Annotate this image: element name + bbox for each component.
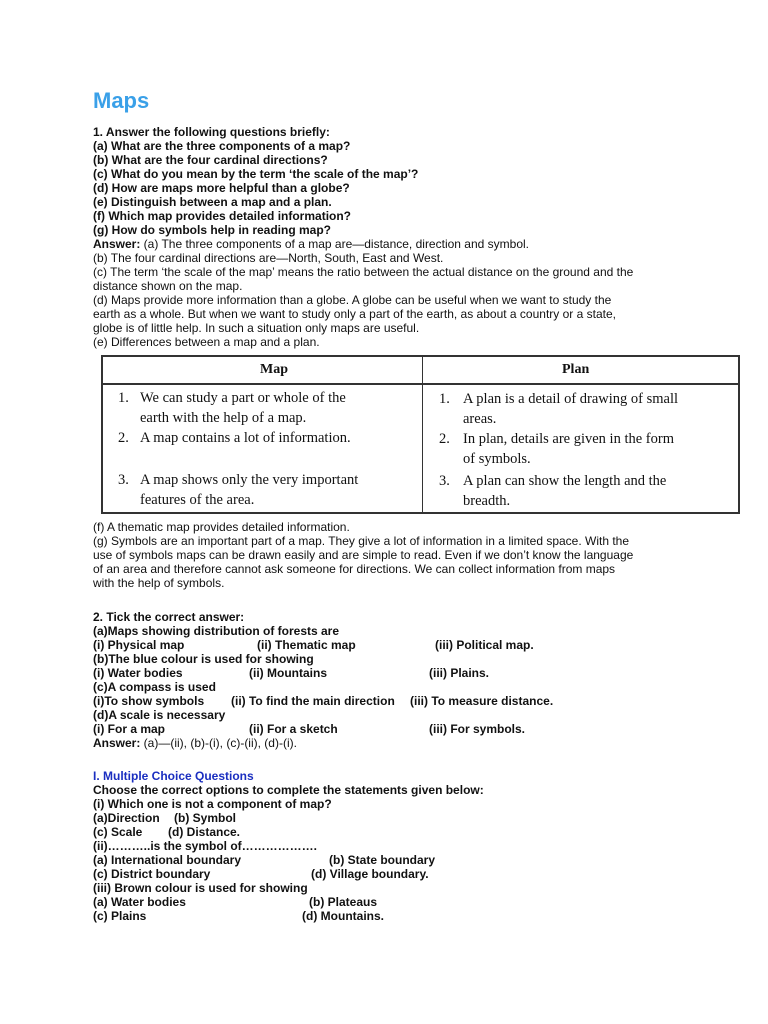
table-cell-map: [140, 428, 351, 448]
q2-option: (iii) To measure distance.: [410, 694, 554, 708]
mcq-option: (b) Symbol: [174, 811, 236, 825]
q1-question: (e) Distinguish between a map and a plan.: [93, 195, 332, 209]
q2-question: (a)Maps showing distribution of forests are: [93, 624, 340, 638]
mcq-question: (iii) Brown colour is used for showing: [93, 881, 308, 895]
answer-text: (d) Maps provide more information than a globe. A globe can be useful when we want to study the: [93, 293, 612, 307]
table-cell-line: A plan can show the length and the: [463, 473, 667, 489]
table-row-number: 1.: [439, 391, 450, 407]
table-header-map: Map: [260, 362, 288, 377]
mcq-option: (b) Plateaus: [309, 895, 378, 909]
answer-text: distance shown on the map.: [93, 279, 243, 293]
mcq-option: (b) State boundary: [329, 853, 436, 867]
table-cell-plan: [463, 471, 666, 511]
table-cell-plan: [463, 389, 678, 429]
q2-option: (iii) Plains.: [429, 666, 490, 680]
table-cell-line: areas.: [463, 411, 497, 427]
answer-text: (f) A thematic map provides detailed information.: [93, 520, 350, 534]
table-cell-line: We can study a part or whole of the: [140, 390, 346, 406]
q2-option: (i) Water bodies: [93, 666, 183, 680]
q1-question: (b) What are the four cardinal directions?: [93, 153, 328, 167]
table-row-number: 3.: [439, 473, 450, 489]
table-cell-line: A map shows only the very important: [140, 472, 359, 488]
map-plan-table: [101, 355, 740, 514]
mcq-option: (a) Water bodies: [93, 895, 186, 909]
answer-label: Answer:: [93, 736, 141, 750]
answer-text: (g) Symbols are an important part of a map. They give a lot of information in a limited space. With the: [93, 534, 630, 548]
mcq-option: (a) International boundary: [93, 853, 242, 867]
q2-question: (d)A scale is necessary: [93, 708, 226, 722]
answer-text: (a)—(ii), (b)-(i), (c)-(ii), (d)-(i).: [140, 736, 297, 750]
q2-option: (ii) Mountains: [249, 666, 327, 680]
table-column-divider: [422, 357, 423, 512]
q2-heading: 2. Tick the correct answer:: [93, 610, 245, 624]
q2-option: (iii) Political map.: [435, 638, 534, 652]
q2-option: (i) For a map: [93, 722, 166, 736]
q2-question: (c)A compass is used: [93, 680, 216, 694]
answer-text: with the help of symbols.: [93, 576, 225, 590]
q2-option: (i) Physical map: [93, 638, 185, 652]
table-cell-map: [140, 388, 346, 428]
mcq-option: (a)Direction: [93, 811, 160, 825]
table-header-row: [103, 357, 738, 385]
q2-question: (b)The blue colour is used for showing: [93, 652, 314, 666]
q1-question: (f) Which map provides detailed information?: [93, 209, 352, 223]
answer-text: (c) The term ‘the scale of the map’ means the ratio between the actual distance on the ground and the: [93, 265, 634, 279]
q2-option: (iii) For symbols.: [429, 722, 526, 736]
mcq-option: (d) Mountains.: [302, 909, 384, 923]
table-row-number: 2.: [118, 430, 129, 446]
q2-answer-line: [93, 736, 297, 750]
page-title: Maps: [93, 88, 150, 113]
mcq-question: (ii)………..is the symbol of……………….: [93, 839, 318, 853]
mcq-option: (c) District boundary: [93, 867, 211, 881]
mcq-option: (d) Distance.: [168, 825, 241, 839]
mcq-option: (c) Scale: [93, 825, 143, 839]
answer-label: Answer:: [93, 237, 141, 251]
table-cell-line: In plan, details are given in the form: [463, 431, 674, 447]
table-cell-plan: [463, 429, 674, 469]
table-cell-line: earth with the help of a map.: [140, 410, 307, 426]
table-row-number: 3.: [118, 472, 129, 488]
table-cell-map: [140, 470, 358, 510]
q2-option: (i)To show symbols: [93, 694, 205, 708]
answer-text: of an area and therefore cannot ask someone for directions. We can collect information from maps: [93, 562, 616, 576]
answer-text: (e) Differences between a map and a plan.: [93, 335, 320, 349]
q1-answer-line: [93, 237, 529, 251]
answer-text: use of symbols maps can be drawn easily and are simple to read. Even if we don’t know the language: [93, 548, 634, 562]
mcq-heading: I. Multiple Choice Questions: [93, 769, 254, 783]
q2-option: (ii) Thematic map: [257, 638, 356, 652]
mcq-question: (i) Which one is not a component of map?: [93, 797, 332, 811]
q2-option: (ii) For a sketch: [249, 722, 338, 736]
table-row-number: 1.: [118, 390, 129, 406]
answer-text: (b) The four cardinal directions are—North, South, East and West.: [93, 251, 444, 265]
answer-text: (a) The three components of a map are—distance, direction and symbol.: [140, 237, 529, 251]
table-row-number: 2.: [439, 431, 450, 447]
table-header-plan: Plan: [562, 362, 590, 377]
answer-text: globe is of little help. In such a situation only maps are useful.: [93, 321, 420, 335]
mcq-option: (d) Village boundary.: [311, 867, 429, 881]
mcq-intro: Choose the correct options to complete the statements given below:: [93, 783, 484, 797]
q1-question: (d) How are maps more helpful than a globe?: [93, 181, 350, 195]
q1-question: (a) What are the three components of a map?: [93, 139, 351, 153]
table-cell-line: features of the area.: [140, 492, 255, 508]
answer-text: earth as a whole. But when we want to study only a part of the earth, as about a country or a state,: [93, 307, 616, 321]
mcq-option: (c) Plains: [93, 909, 147, 923]
table-cell-line: A map contains a lot of information.: [140, 430, 351, 446]
table-cell-line: A plan is a detail of drawing of small: [463, 391, 679, 407]
q1-question: (c) What do you mean by the term ‘the scale of the map’?: [93, 167, 419, 181]
q1-heading: 1. Answer the following questions briefly:: [93, 125, 330, 139]
table-cell-line: breadth.: [463, 493, 511, 509]
q2-option: (ii) To find the main direction: [231, 694, 395, 708]
q1-question: (g) How do symbols help in reading map?: [93, 223, 332, 237]
table-cell-line: of symbols.: [463, 451, 531, 467]
